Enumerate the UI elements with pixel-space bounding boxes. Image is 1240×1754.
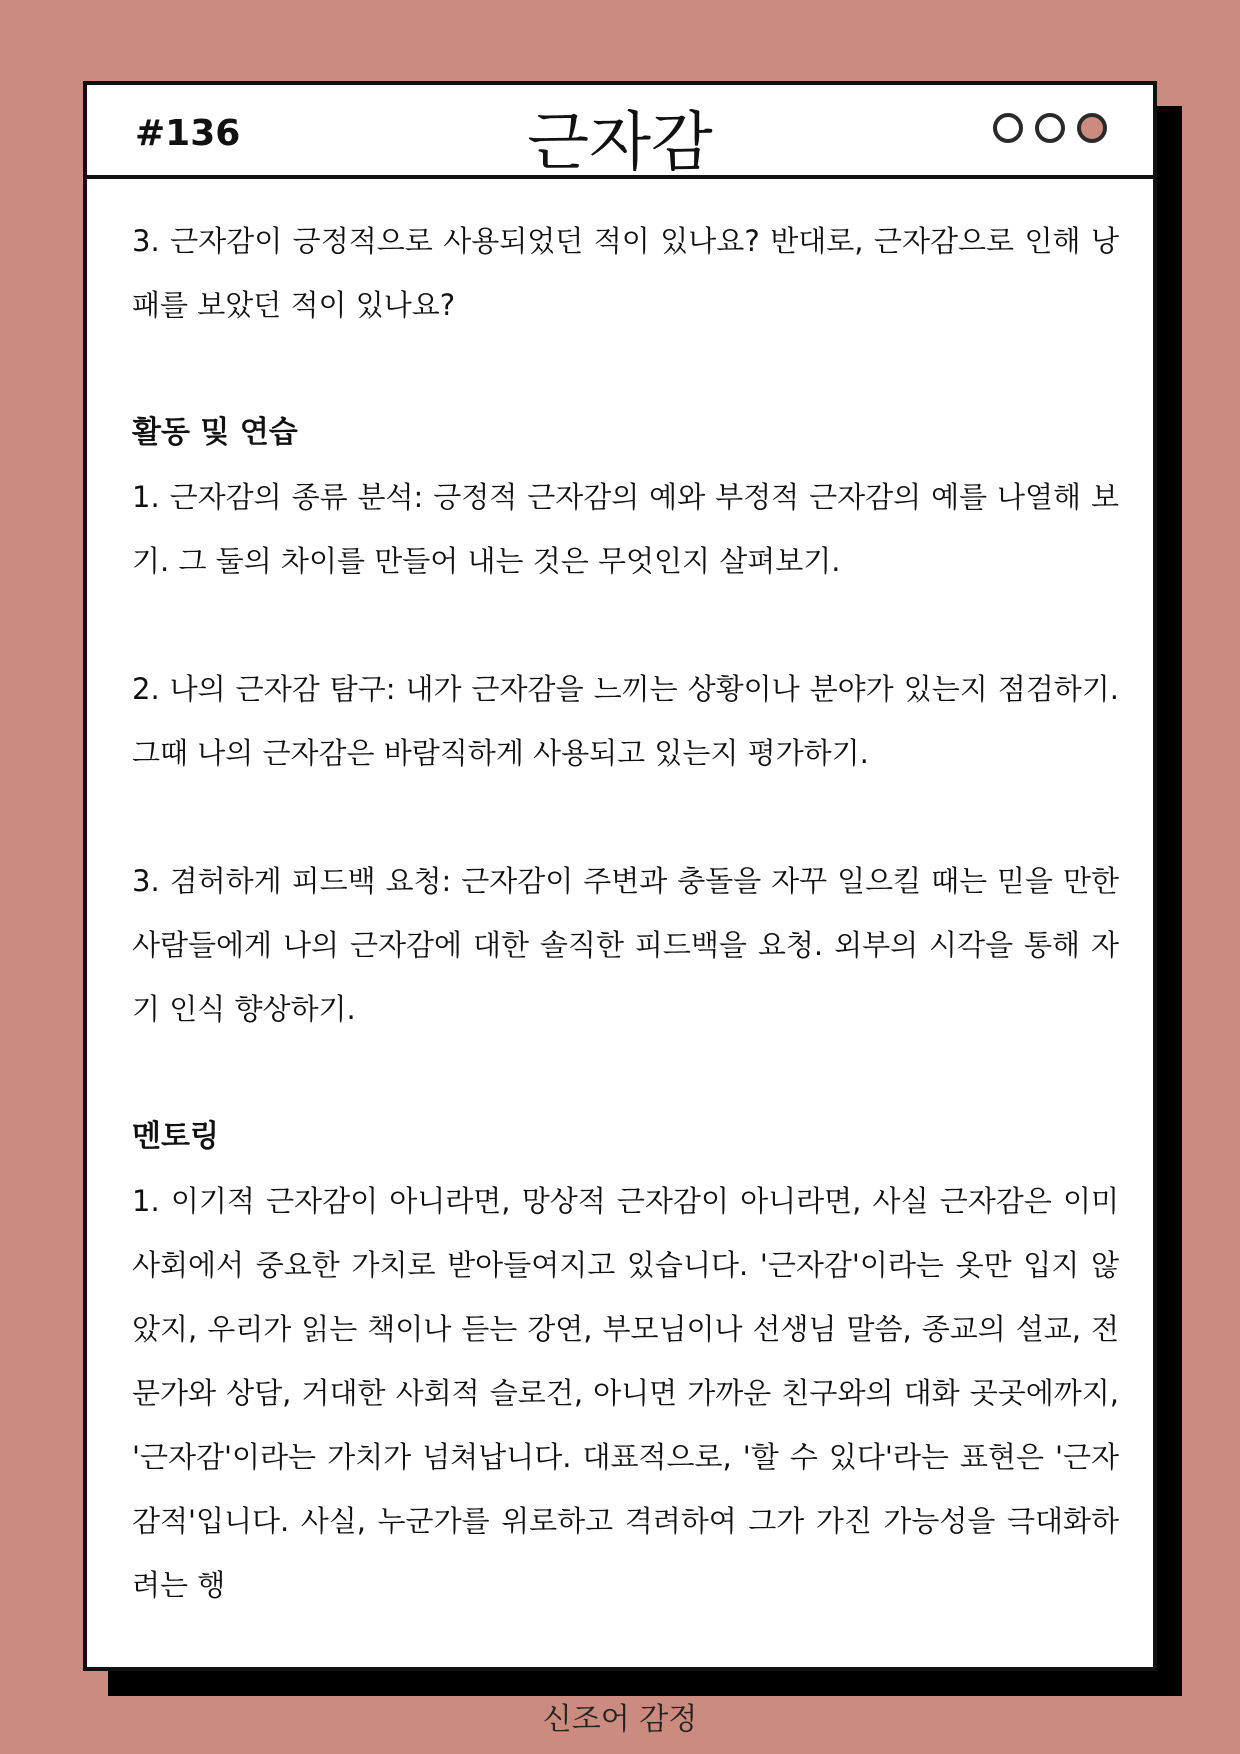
window-dots — [993, 113, 1107, 143]
activity-item-1: 1. 근자감의 종류 분석: 긍정적 근자감의 예와 부정적 근자감의 예를 나열해 보기. 그 둘의 차이를 만들어 내는 것은 무엇인지 살펴보기. — [132, 480, 1119, 578]
footer-label: 신조어 감정 — [542, 1702, 698, 1737]
activities-heading: 활동 및 연습 — [132, 415, 298, 450]
spacer — [132, 785, 1119, 849]
activity-item-2: 2. 나의 근자감 탐구: 내가 근자감을 느끼는 상황이나 분야가 있는지 점검하기. 그때 나의 근자감은 바람직하게 사용되고 있는지 평가하기. — [132, 672, 1119, 770]
mentoring-heading: 멘토링 — [132, 1119, 219, 1154]
issue-number: #136 — [135, 113, 241, 154]
activity-item-3: 3. 겸허하게 피드백 요청: 근자감이 주변과 충돌을 자꾸 일으킬 때는 믿을 만한 사람들에게 나의 근자감에 대한 솔직한 피드백을 요청. 외부의 시각을 통해 자기 인식 향상하기. — [132, 864, 1119, 1026]
card-header — [87, 85, 1153, 179]
spacer — [132, 1041, 1119, 1105]
question-3: 3. 근자감이 긍정적으로 사용되었던 적이 있나요? 반대로, 근자감으로 인해 낭패를 보았던 적이 있나요? — [132, 224, 1119, 322]
spacer — [132, 337, 1119, 401]
circle-icon — [993, 113, 1023, 143]
content-card — [83, 81, 1157, 1671]
filled-circle-icon — [1077, 113, 1107, 143]
page-title: 근자감 — [527, 106, 713, 180]
card-body — [132, 209, 1119, 1617]
circle-icon — [1035, 113, 1065, 143]
mentoring-paragraph: 1. 이기적 근자감이 아니라면, 망상적 근자감이 아니라면, 사실 근자감은 이미 사회에서 중요한 가치로 받아들여지고 있습니다. '근자감'이라는 옷만 입지 않았지, 우리가 읽는 책이나 듣는 강연, 부모님이나 선생님 말씀, 종교의 설교, 전문가와 상담, 거대한 사회적 슬로건, 아니면 가까운 친구와의 대화 곳곳에까지, '근자감'이라는 가치가 넘쳐납니다. 대표적으로, '할 수 있다'라는 표현은 '근자감적'입니다. 사실, 누군가를 위로하고 격려하여 그가 가진 가능성을 극대화하려는 행 — [132, 1184, 1119, 1602]
spacer — [132, 593, 1119, 657]
